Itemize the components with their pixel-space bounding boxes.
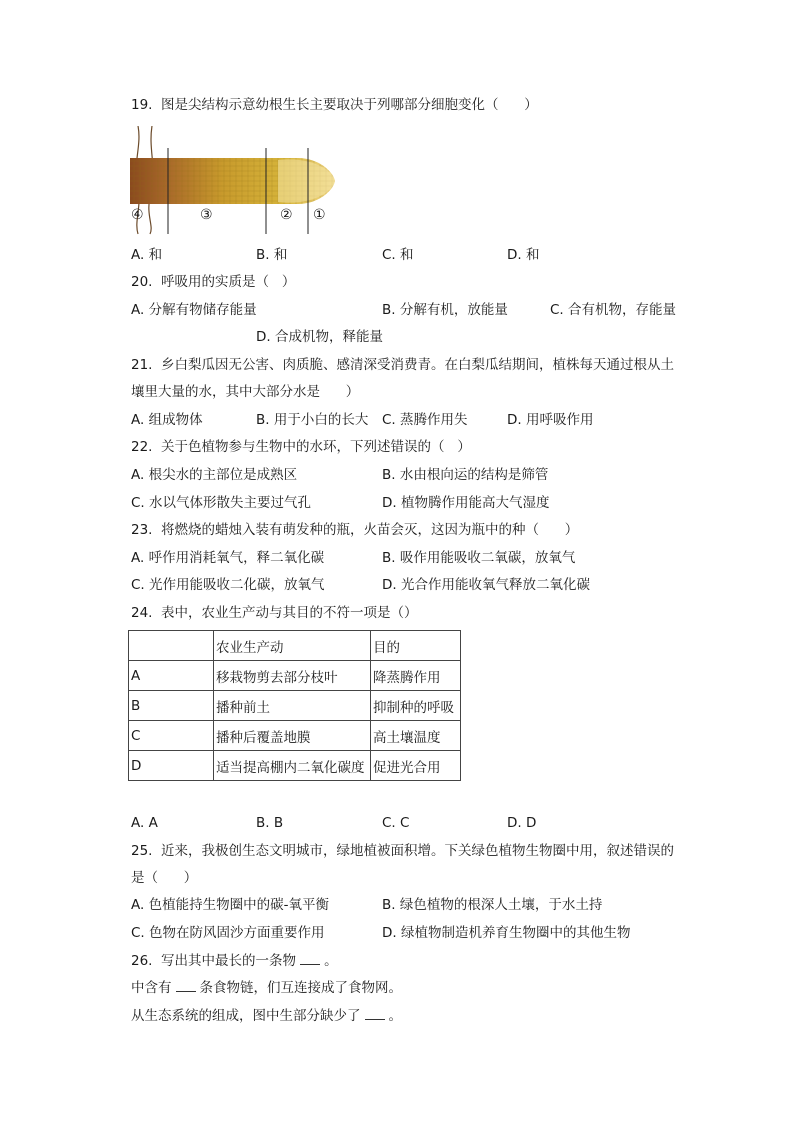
table-row: [129, 721, 461, 751]
table-cell: 促进光合用: [371, 751, 461, 781]
q26-line1-prefix: 26. 写出其中最长的一条物: [131, 953, 297, 969]
q25-option-a: A. 色植能持生物圈中的碳-氧平衡: [131, 897, 329, 913]
table-row: [129, 751, 461, 781]
label-zone-4: ④: [131, 207, 144, 223]
q26-line1-suffix: 。: [324, 953, 338, 969]
root-tip-diagram: [128, 126, 343, 236]
table-row: [129, 691, 461, 721]
table-cell: 降蒸腾作用: [371, 661, 461, 691]
q20-option-c: C. 合有机物，存能量: [550, 302, 677, 318]
q22-option-b: B. 水由根向运的结构是筛管: [382, 467, 549, 483]
q23-option-c: C. 光作用能吸收二化碳，放氧气: [131, 577, 325, 593]
q26-line2-prefix: 中含有: [131, 980, 172, 996]
table-cell: D: [129, 751, 214, 781]
q25-stem-line2: 是（ ）: [131, 870, 198, 886]
q21-option-a: A. 组成物体: [131, 412, 203, 428]
table-header-cell: [129, 631, 214, 661]
q26-line3: [131, 1005, 402, 1026]
table-cell: 播种前土: [214, 691, 371, 721]
table-cell: B: [129, 691, 214, 721]
root-cap: [278, 159, 335, 202]
table-header-row: [129, 631, 461, 661]
q23-option-a: A. 呼作用消耗氧气，释二氧化碳: [131, 550, 325, 566]
table-cell: 播种后覆盖地膜: [214, 721, 371, 751]
q22-stem: 22. 关于色植物参与生物中的水环，下列述错误的（ ）: [131, 439, 471, 455]
q24-table: [128, 630, 461, 781]
label-zone-2: ②: [280, 207, 293, 223]
table-header-cell: 目的: [371, 631, 461, 661]
q26-line3-prefix: 从生态系统的组成，图中生部分缺少了: [131, 1008, 361, 1024]
q26-line2: [131, 977, 402, 998]
q25-stem-line1: 25. 近来，我极创生态文明城市，绿地植被面积增。下关绿色植物生物圈中用，叙述错误的: [131, 843, 675, 859]
table-cell: A: [129, 661, 214, 691]
q23-option-b: B. 吸作用能吸收二氧碳，放氧气: [382, 550, 576, 566]
answer-blank-1[interactable]: [300, 950, 320, 965]
answer-blank-3[interactable]: [365, 1005, 385, 1020]
table-cell: C: [129, 721, 214, 751]
q24-option-b: B. B: [256, 815, 284, 831]
q20-option-a: A. 分解有物储存能量: [131, 302, 257, 318]
label-zone-1: ①: [313, 207, 326, 223]
q22-option-a: A. 根尖水的主部位是成熟区: [131, 467, 298, 483]
q25-option-b: B. 绿色植物的根深人土壤，于水土持: [382, 897, 603, 913]
table-cell: 高土壤温度: [371, 721, 461, 751]
q21-option-d: D. 用呼吸作用: [507, 412, 594, 428]
q24-option-a: A. A: [131, 815, 158, 831]
table-row: [129, 661, 461, 691]
answer-blank-2[interactable]: [176, 977, 196, 992]
q24-option-d: D. D: [507, 815, 537, 831]
table-header-cell: 农业生产动: [214, 631, 371, 661]
q24-option-c: C. C: [382, 815, 410, 831]
q20-option-d: D. 合成机物，释能量: [256, 329, 383, 345]
table-cell: 移栽物剪去部分枝叶: [214, 661, 371, 691]
q21-option-c: C. 蒸腾作用失: [382, 412, 468, 428]
q19-option-a: A. 和: [131, 247, 163, 263]
q19-option-d: D. 和: [507, 247, 540, 263]
table-cell: 抑制种的呼吸: [371, 691, 461, 721]
q22-option-d: D. 植物腾作用能高大气湿度: [382, 495, 550, 511]
table-cell: 适当提高棚内二氧化碳度: [214, 751, 371, 781]
q19-stem: 19. 图是尖结构示意幼根生长主要取决于列哪部分细胞变化（ ）: [131, 97, 538, 113]
q21-stem-line1: 21. 乡白梨瓜因无公害、肉质脆、感清深受消费青。在白梨瓜结期间，植株每天通过根从土: [131, 357, 675, 373]
q23-option-d: D. 光合作用能收氧气释放二氧化碳: [382, 577, 590, 593]
q26-line3-suffix: 。: [388, 1008, 402, 1024]
q25-option-d: D. 绿植物制造机养育生物圈中的其他生物: [382, 925, 631, 941]
q22-option-c: C. 水以气体形散失主要过气孔: [131, 495, 312, 511]
q26-line2-suffix: 条食物链，们互连接成了食物网。: [199, 980, 402, 996]
q19-option-b: B. 和: [256, 247, 288, 263]
q26-line1: [131, 950, 338, 971]
q25-option-c: C. 色物在防风固沙方面重要作用: [131, 925, 325, 941]
q20-option-b: B. 分解有机，放能量: [382, 302, 508, 318]
q20-stem: 20. 呼吸用的实质是（ ）: [131, 274, 296, 290]
label-zone-3: ③: [200, 207, 213, 223]
q21-option-b: B. 用于小白的长大: [256, 412, 369, 428]
q23-stem: 23. 将燃烧的蜡烛入装有萌发种的瓶，火苗会灭，这因为瓶中的种（ ）: [131, 522, 579, 538]
q24-stem: 24. 表中，农业生产动与其目的不符一项是（）: [131, 605, 418, 621]
q21-stem-line2: 壤里大量的水，其中大部分水是 ）: [131, 384, 360, 400]
q19-option-c: C. 和: [382, 247, 414, 263]
